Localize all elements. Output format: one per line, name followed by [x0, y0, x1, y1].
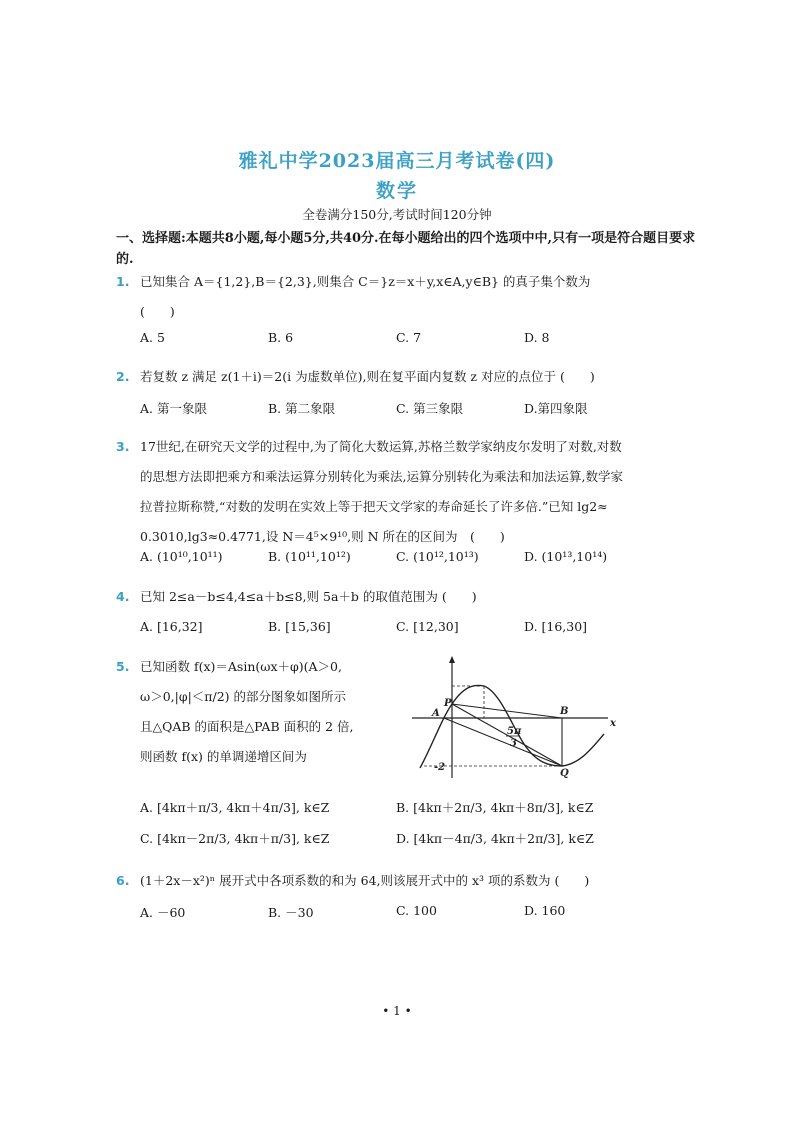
option-d[interactable]: D. 160: [524, 903, 566, 918]
option-d[interactable]: D. (10¹³,10¹⁴): [524, 549, 608, 564]
option-c[interactable]: C. (10¹²,10¹³): [396, 549, 479, 564]
options-6: [140, 903, 700, 923]
label-B: B: [560, 706, 569, 717]
question-1: [116, 267, 688, 327]
question-number: 4.: [116, 589, 130, 604]
option-b[interactable]: B. [15,36]: [268, 619, 331, 634]
option-d[interactable]: D. [16,30]: [524, 619, 588, 634]
question-text: 若复数 z 满足 z(1＋i)＝2(i 为虚数单位),则在复平面内复数 z 对应的点位于 ( ): [140, 369, 595, 384]
question-5: [116, 652, 416, 772]
page-number: • 1 •: [382, 1004, 412, 1018]
options-2: [140, 399, 700, 419]
question-4: [116, 582, 688, 612]
segment-PB: [452, 704, 562, 718]
label-neg2: -2: [434, 762, 446, 773]
question-number: 5.: [116, 659, 130, 674]
option-d[interactable]: D. 8: [524, 330, 550, 345]
exam-subject: 数学: [375, 180, 418, 202]
option-b[interactable]: B. －30: [268, 905, 314, 920]
question-text: (1＋2x－x²)ⁿ 展开式中各项系数的和为 64,则该展开式中的 x³ 项的系数为 ( ): [140, 873, 590, 888]
option-a[interactable]: A. 第一象限: [140, 401, 207, 416]
option-a[interactable]: A. [16,32]: [140, 619, 203, 634]
exam-meta: 全卷满分150分,考试时间120分钟: [302, 207, 492, 222]
option-c[interactable]: C. 100: [396, 903, 437, 918]
section-heading: 一、选择题:本题共8小题,每小题5分,共40分.在每小题给出的四个选项中中,只有一项是符合题目要求的.: [116, 231, 696, 267]
option-c[interactable]: C. [12,30]: [396, 619, 459, 634]
question-line: ω＞0,|φ|＜π/2) 的部分图象如图所示: [140, 689, 347, 704]
option-b[interactable]: B. (10¹¹,10¹²): [268, 549, 351, 564]
option-a[interactable]: A. [4kπ＋π/3, 4kπ＋4π/3], k∈Z: [140, 800, 330, 815]
option-c[interactable]: C. 第三象限: [396, 401, 464, 416]
option-b[interactable]: B. [4kπ＋2π/3, 4kπ＋8π/3], k∈Z: [396, 800, 594, 815]
option-b[interactable]: B. 6: [268, 330, 294, 345]
sine-graph-figure: [408, 656, 618, 780]
question-line: 0.3010,lg3≈0.4771,设 N＝4⁵×9¹⁰,则 N 所在的区间为 ( ): [140, 529, 505, 544]
y-axis-arrow: [449, 656, 455, 663]
option-a[interactable]: A. 5: [140, 330, 165, 345]
question-line: 且△QAB 的面积是△PAB 面积的 2 倍,: [140, 719, 354, 734]
options-1: [140, 330, 700, 350]
option-d[interactable]: D.第四象限: [524, 401, 588, 416]
question-line: 17世纪,在研究天文学的过程中,为了简化大数运算,苏格兰数学家纳皮尔发明了对数,对数: [140, 439, 622, 454]
option-d[interactable]: D. [4kπ－4π/3, 4kπ＋2π/3], k∈Z: [396, 831, 594, 846]
question-number: 1.: [116, 274, 130, 289]
question-2: [116, 362, 688, 392]
exam-title: 雅礼中学2023届高三月考试卷(四): [238, 150, 556, 172]
option-c[interactable]: C. [4kπ－2π/3, 4kπ＋π/3], k∈Z: [140, 831, 330, 846]
option-b[interactable]: B. 第二象限: [268, 401, 336, 416]
label-x: x: [610, 718, 616, 729]
options-4: [140, 619, 700, 639]
question-line: 的思想方法即把乘方和乘法运算分别转化为乘法,运算分别转化为乘法和加法运算,数学家: [140, 469, 623, 484]
question-3: [116, 432, 688, 552]
question-paren: ( ): [140, 304, 175, 319]
question-line: 则函数 f(x) 的单调递增区间为: [140, 749, 307, 764]
question-text: 已知 2≤a－b≤4,4≤a＋b≤8,则 5a＋b 的取值范围为 ( ): [140, 589, 477, 604]
question-line: 拉普拉斯称赞,“对数的发明在实效上等于把天文学家的寿命延长了许多倍.”已知 lg2≈: [140, 499, 608, 514]
segment-AQ: [444, 718, 562, 766]
option-a[interactable]: A. －60: [140, 905, 186, 920]
option-a[interactable]: A. (10¹⁰,10¹¹): [140, 549, 223, 564]
question-number: 6.: [116, 873, 130, 888]
option-c[interactable]: C. 7: [396, 330, 422, 345]
options-3: [140, 549, 700, 569]
question-line: 已知函数 f(x)＝Asin(ωx＋φ)(A＞0,: [140, 659, 342, 674]
question-number: 2.: [116, 369, 130, 384]
label-P: P: [444, 698, 452, 709]
question-text: 已知集合 A＝{1,2},B＝{2,3},则集合 C＝}z＝x＋y,x∈A,y∈B} 的真子集个数为: [140, 274, 591, 289]
label-Q: Q: [560, 768, 569, 779]
question-number: 3.: [116, 439, 130, 454]
label-A: A: [432, 708, 440, 719]
label-3: 3: [510, 738, 517, 749]
question-6: [116, 866, 688, 896]
label-5pi: 5π: [507, 726, 522, 737]
